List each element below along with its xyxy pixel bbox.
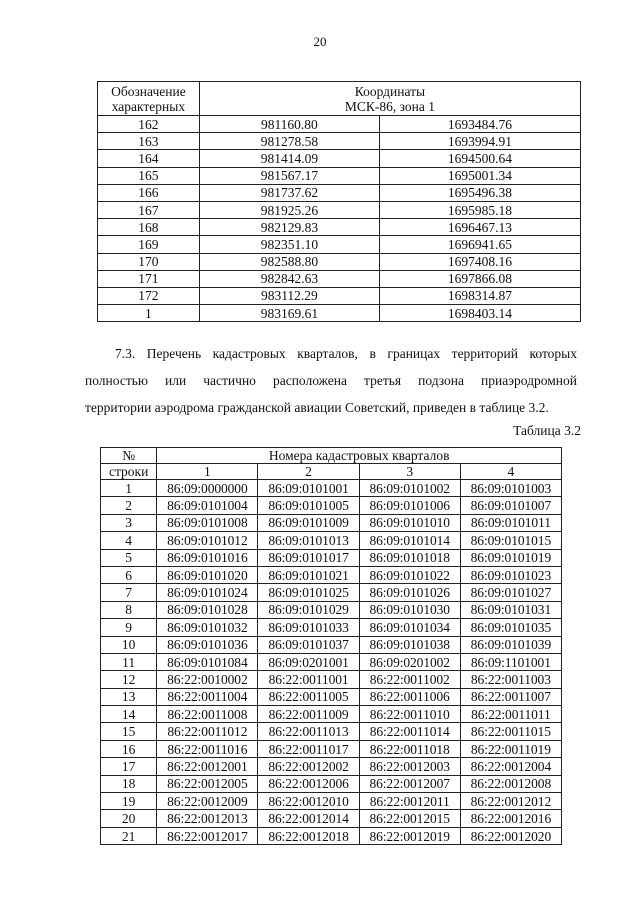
x-coordinate-cell: 981278.58 [199, 133, 379, 150]
cadastral-number-cell: 86:22:0011019 [460, 740, 561, 757]
table-row [101, 584, 562, 601]
paragraph-line-3: территории аэродрома гражданской авиации Советский, приведен в таблице 3.2. [85, 400, 549, 415]
cadastral-number-cell: 86:09:0101013 [258, 532, 359, 549]
table-row [101, 566, 562, 583]
cadastral-number-cell: 86:09:0101006 [359, 497, 460, 514]
table-row [101, 601, 562, 618]
table-row [101, 514, 562, 531]
table-row [101, 653, 562, 670]
cadastral-number-cell: 86:09:0101010 [359, 514, 460, 531]
table-row [98, 201, 581, 218]
table-caption: Таблица 3.2 [513, 423, 581, 438]
table-row [98, 133, 581, 150]
cadastral-number-cell: 86:22:0011001 [258, 671, 359, 688]
cadastral-number-cell: 86:09:0101036 [157, 636, 258, 653]
cadastral-number-cell: 86:09:0101003 [460, 480, 561, 497]
table-row [101, 723, 562, 740]
cadastral-number-cell: 86:22:0011013 [258, 723, 359, 740]
table-row [101, 688, 562, 705]
cadastral-number-cell: 86:09:0101016 [157, 549, 258, 566]
cadastral-number-cell: 86:09:0101038 [359, 636, 460, 653]
table-row [101, 532, 562, 549]
cadastral-number-cell: 86:09:0101007 [460, 497, 561, 514]
cadastral-number-cell: 86:22:0011014 [359, 723, 460, 740]
y-coordinate-cell: 1696467.13 [379, 219, 580, 236]
table-row [98, 236, 581, 253]
row-number-cell: 18 [101, 775, 157, 792]
row-number-cell: 11 [101, 653, 157, 670]
x-coordinate-cell: 983112.29 [199, 287, 379, 304]
cadastral-number-cell: 86:22:0012016 [460, 810, 561, 827]
table-row [101, 740, 562, 757]
y-coordinate-cell: 1693994.91 [379, 133, 580, 150]
cadastral-number-cell: 86:09:0101025 [258, 584, 359, 601]
row-number-cell: 19 [101, 793, 157, 810]
cadastral-number-cell: 86:22:0012008 [460, 775, 561, 792]
header-point-label: Обозначение характерных [98, 82, 200, 116]
cadastral-number-cell: 86:09:0101001 [258, 480, 359, 497]
cadastral-number-cell: 86:09:0101084 [157, 653, 258, 670]
cadastral-number-cell: 86:22:0012009 [157, 793, 258, 810]
y-coordinate-cell: 1696941.65 [379, 236, 580, 253]
x-coordinate-cell: 983169.61 [199, 305, 379, 322]
cadastral-number-cell: 86:09:0101017 [258, 549, 359, 566]
point-cell: 166 [98, 184, 200, 201]
row-number-cell: 8 [101, 601, 157, 618]
header-col-1: 1 [157, 464, 258, 480]
cadastral-number-cell: 86:09:0201001 [258, 653, 359, 670]
row-number-cell: 6 [101, 566, 157, 583]
cadastral-number-cell: 86:22:0011012 [157, 723, 258, 740]
table-header-row [101, 448, 562, 464]
cadastral-number-cell: 86:22:0012007 [359, 775, 460, 792]
header-number-sign: № [101, 448, 157, 464]
point-cell: 170 [98, 253, 200, 270]
cadastral-number-cell: 86:09:0201002 [359, 653, 460, 670]
table-row [98, 287, 581, 304]
x-coordinate-cell: 982842.63 [199, 270, 379, 287]
table-row [98, 150, 581, 167]
y-coordinate-cell: 1698314.87 [379, 287, 580, 304]
cadastral-number-cell: 86:09:0101027 [460, 584, 561, 601]
table-row [101, 480, 562, 497]
header-row-label: строки [101, 464, 157, 480]
point-cell: 163 [98, 133, 200, 150]
cadastral-number-cell: 86:09:0101020 [157, 566, 258, 583]
table-row [101, 793, 562, 810]
coordinates-table [97, 81, 581, 322]
page-number: 20 [313, 34, 327, 49]
cadastral-number-cell: 86:22:0011009 [258, 706, 359, 723]
table-row [98, 167, 581, 184]
table-row [101, 497, 562, 514]
table-row [98, 184, 581, 201]
row-number-cell: 15 [101, 723, 157, 740]
cadastral-number-cell: 86:22:0010002 [157, 671, 258, 688]
header-col-4: 4 [460, 464, 561, 480]
header-col-2: 2 [258, 464, 359, 480]
header-coordinates-title: Координаты [354, 84, 426, 99]
coordinates-table-body [98, 116, 581, 322]
table-row [101, 775, 562, 792]
cadastral-number-cell: 86:22:0012002 [258, 758, 359, 775]
cadastral-number-cell: 86:09:0101012 [157, 532, 258, 549]
cadastral-number-cell: 86:09:0101028 [157, 601, 258, 618]
cadastral-number-cell: 86:09:0101029 [258, 601, 359, 618]
x-coordinate-cell: 981414.09 [199, 150, 379, 167]
cadastral-number-cell: 86:22:0012010 [258, 793, 359, 810]
cadastral-number-cell: 86:22:0011010 [359, 706, 460, 723]
cadastral-number-cell: 86:22:0012006 [258, 775, 359, 792]
cadastral-number-cell: 86:09:0101005 [258, 497, 359, 514]
cadastral-number-cell: 86:09:0101037 [258, 636, 359, 653]
x-coordinate-cell: 981925.26 [199, 201, 379, 218]
row-number-cell: 13 [101, 688, 157, 705]
section-paragraph [85, 340, 577, 421]
table-row [101, 671, 562, 688]
cadastral-number-cell: 86:09:0101030 [359, 601, 460, 618]
y-coordinate-cell: 1695496.38 [379, 184, 580, 201]
table-row [98, 305, 581, 322]
point-cell: 162 [98, 116, 200, 133]
cadastral-quarters-body [101, 480, 562, 845]
table-row [98, 270, 581, 287]
table-header-row [98, 82, 581, 116]
table-row [101, 619, 562, 636]
point-cell: 167 [98, 201, 200, 218]
cadastral-number-cell: 86:22:0012012 [460, 793, 561, 810]
table-row [98, 116, 581, 133]
row-number-cell: 20 [101, 810, 157, 827]
cadastral-number-cell: 86:22:0011007 [460, 688, 561, 705]
point-cell: 171 [98, 270, 200, 287]
cadastral-number-cell: 86:09:0101004 [157, 497, 258, 514]
cadastral-number-cell: 86:22:0012001 [157, 758, 258, 775]
table-row [101, 758, 562, 775]
cadastral-number-cell: 86:22:0011006 [359, 688, 460, 705]
cadastral-number-cell: 86:09:0101035 [460, 619, 561, 636]
cadastral-number-cell: 86:09:0101034 [359, 619, 460, 636]
cadastral-number-cell: 86:09:0101022 [359, 566, 460, 583]
row-number-cell: 16 [101, 740, 157, 757]
cadastral-number-cell: 86:22:0011017 [258, 740, 359, 757]
point-cell: 169 [98, 236, 200, 253]
y-coordinate-cell: 1697408.16 [379, 253, 580, 270]
cadastral-number-cell: 86:22:0012015 [359, 810, 460, 827]
cadastral-number-cell: 86:09:1101001 [460, 653, 561, 670]
table-row [101, 636, 562, 653]
cadastral-number-cell: 86:22:0012019 [359, 827, 460, 844]
table-row [101, 706, 562, 723]
cadastral-number-cell: 86:22:0012004 [460, 758, 561, 775]
cadastral-number-cell: 86:22:0011018 [359, 740, 460, 757]
point-cell: 172 [98, 287, 200, 304]
cadastral-number-cell: 86:09:0101026 [359, 584, 460, 601]
x-coordinate-cell: 982588.80 [199, 253, 379, 270]
table-row [98, 219, 581, 236]
row-number-cell: 2 [101, 497, 157, 514]
cadastral-number-cell: 86:09:0101033 [258, 619, 359, 636]
cadastral-number-cell: 86:22:0012014 [258, 810, 359, 827]
row-number-cell: 12 [101, 671, 157, 688]
cadastral-number-cell: 86:09:0101039 [460, 636, 561, 653]
point-cell: 168 [98, 219, 200, 236]
cadastral-number-cell: 86:22:0011015 [460, 723, 561, 740]
row-number-cell: 17 [101, 758, 157, 775]
cadastral-number-cell: 86:22:0011002 [359, 671, 460, 688]
x-coordinate-cell: 982351.10 [199, 236, 379, 253]
cadastral-number-cell: 86:22:0012013 [157, 810, 258, 827]
row-number-cell: 7 [101, 584, 157, 601]
y-coordinate-cell: 1697866.08 [379, 270, 580, 287]
header-coordinates [199, 82, 580, 116]
table-row [101, 827, 562, 844]
cadastral-number-cell: 86:22:0011016 [157, 740, 258, 757]
table-row [101, 549, 562, 566]
cadastral-number-cell: 86:22:0012003 [359, 758, 460, 775]
cadastral-number-cell: 86:09:0101019 [460, 549, 561, 566]
cadastral-number-cell: 86:09:0101002 [359, 480, 460, 497]
row-number-cell: 9 [101, 619, 157, 636]
header-coordinate-system: МСК-86, зона 1 [344, 99, 435, 114]
cadastral-number-cell: 86:09:0101011 [460, 514, 561, 531]
cadastral-number-cell: 86:22:0012017 [157, 827, 258, 844]
paragraph-line-2: полностью или частично расположена третья подзона приаэродромной [85, 373, 577, 388]
point-cell: 165 [98, 167, 200, 184]
row-number-cell: 4 [101, 532, 157, 549]
cadastral-number-cell: 86:09:0101018 [359, 549, 460, 566]
header-cadastral-quarters: Номера кадастровых кварталов [157, 448, 562, 464]
table-row [98, 253, 581, 270]
x-coordinate-cell: 981567.17 [199, 167, 379, 184]
y-coordinate-cell: 1694500.64 [379, 150, 580, 167]
cadastral-number-cell: 86:09:0101023 [460, 566, 561, 583]
point-cell: 164 [98, 150, 200, 167]
cadastral-number-cell: 86:22:0012005 [157, 775, 258, 792]
x-coordinate-cell: 981160.80 [199, 116, 379, 133]
x-coordinate-cell: 982129.83 [199, 219, 379, 236]
y-coordinate-cell: 1698403.14 [379, 305, 580, 322]
header-col-3: 3 [359, 464, 460, 480]
x-coordinate-cell: 981737.62 [199, 184, 379, 201]
cadastral-number-cell: 86:09:0101009 [258, 514, 359, 531]
row-number-cell: 10 [101, 636, 157, 653]
cadastral-number-cell: 86:09:0101032 [157, 619, 258, 636]
paragraph-line-1: 7.3. Перечень кадастровых кварталов, в границах территорий которых [115, 346, 577, 361]
cadastral-number-cell: 86:22:0011003 [460, 671, 561, 688]
cadastral-number-cell: 86:09:0101015 [460, 532, 561, 549]
cadastral-number-cell: 86:09:0101024 [157, 584, 258, 601]
cadastral-number-cell: 86:09:0101021 [258, 566, 359, 583]
cadastral-number-cell: 86:22:0012020 [460, 827, 561, 844]
y-coordinate-cell: 1695985.18 [379, 201, 580, 218]
row-number-cell: 5 [101, 549, 157, 566]
cadastral-number-cell: 86:22:0011011 [460, 706, 561, 723]
cadastral-number-cell: 86:22:0012018 [258, 827, 359, 844]
cadastral-number-cell: 86:09:0101031 [460, 601, 561, 618]
row-number-cell: 14 [101, 706, 157, 723]
cadastral-number-cell: 86:22:0011004 [157, 688, 258, 705]
cadastral-number-cell: 86:09:0101014 [359, 532, 460, 549]
row-number-cell: 1 [101, 480, 157, 497]
row-number-cell: 21 [101, 827, 157, 844]
row-number-cell: 3 [101, 514, 157, 531]
cadastral-number-cell: 86:22:0012011 [359, 793, 460, 810]
cadastral-number-cell: 86:09:0000000 [157, 480, 258, 497]
table-row [101, 810, 562, 827]
table-subheader-row [101, 464, 562, 480]
cadastral-number-cell: 86:22:0011008 [157, 706, 258, 723]
point-cell: 1 [98, 305, 200, 322]
cadastral-quarters-table [100, 447, 562, 845]
cadastral-number-cell: 86:22:0011005 [258, 688, 359, 705]
y-coordinate-cell: 1695001.34 [379, 167, 580, 184]
cadastral-number-cell: 86:09:0101008 [157, 514, 258, 531]
y-coordinate-cell: 1693484.76 [379, 116, 580, 133]
